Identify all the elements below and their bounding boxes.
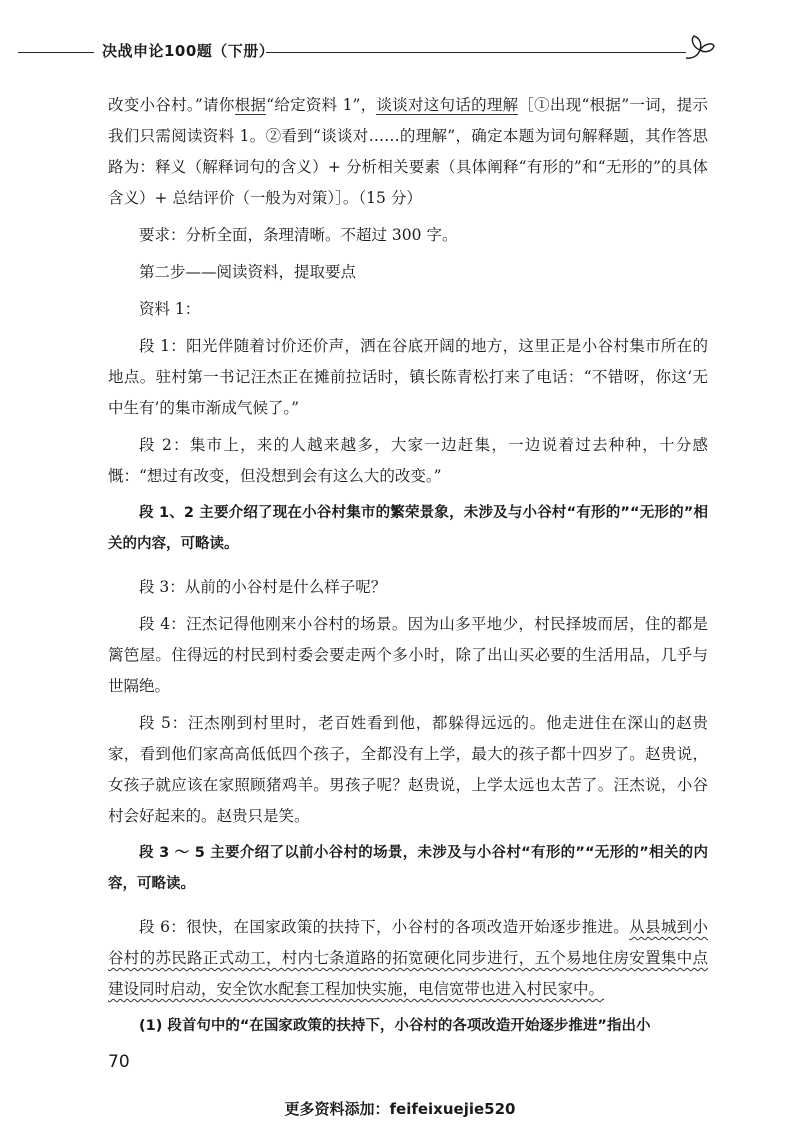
paragraph-seg5: 段 5：汪杰刚到村里时，老百姓看到他，都躲得远远的。他走进住在深山的赵贵家，看到他们家高高低低四个孩子，全都没有上学，最大的孩子都十四岁了。赵贵说，女孩子就应该在家照顾猪鸡羊。男孩子呢？赵贵说，上学太远也太苦了。汪杰说，小谷村会好起来的。赵贵只是笑。 bbox=[108, 714, 708, 825]
seg6-lead: 段 6：很快，在国家政策的扶持下，小谷村的各项改造开始逐步推进。 bbox=[139, 918, 630, 936]
seg6-highlight: 从县城到小谷村的苏民路正式动工，村内七条道路的拓宽硬化同步进行，五个易地住房安置集中点建设同时启动，安全饮水配套工程加快实施，电信宽带也进入村民家中。 bbox=[108, 918, 708, 998]
step-heading: 第二步——阅读资料，提取要点 bbox=[139, 263, 357, 281]
header-rule-left bbox=[18, 52, 94, 53]
footer-note: 更多资料添加：feifeixuejie520 bbox=[284, 1100, 516, 1118]
running-header bbox=[0, 28, 800, 68]
requirement-text: 要求：分析全面，条理清晰。不超过 300 字。 bbox=[139, 226, 458, 244]
page-body bbox=[108, 90, 708, 1042]
keyword-genju: 根据 bbox=[234, 96, 267, 114]
question-1: (1) 段首句中的“在国家政策的扶持下，小谷村的各项改造开始逐步推进”指出小 bbox=[139, 1018, 651, 1034]
paragraph-seg1: 段 1：阳光伴随着讨价还价声，洒在谷底开阔的地方，这里正是小谷村集市所在的地点。驻村第一书记汪杰正在摊前拉话时，镇长陈青松打来了电话：“不错呀，你这‘无中生有’的集市渐成气候了。” bbox=[108, 337, 708, 417]
intro-paragraph bbox=[108, 90, 708, 214]
keyword-question: 谈谈对这句话的理解 bbox=[376, 96, 519, 114]
sprout-icon bbox=[682, 32, 718, 66]
header-rule-right bbox=[266, 52, 686, 53]
paragraph-seg6 bbox=[108, 912, 708, 1005]
paragraph-seg4: 段 4：汪杰记得他刚来小谷村的场景。因为山多平地少，村民择坡而居，住的都是篱笆屋。住得远的村民到村委会要走两个多小时，除了出山买必要的生活用品，几乎与世隔绝。 bbox=[108, 615, 708, 695]
intro-analysis: ［①出现“根据”一词，提示我们只需阅读资料 1。②看到“谈谈对……的理解”，确定本题为词句解释题，其作答思路为：释义（解释词句的含义）+ 分析相关要素（具体阐释“有形的”和“无形的”的具体含义）+ 总结评价（一般为对策）］。（15 分） bbox=[108, 96, 708, 207]
page-number: 70 bbox=[108, 1052, 130, 1072]
intro-text: 改变小谷村。”请你 bbox=[108, 96, 235, 114]
note-seg1-2: 段 1、2 主要介绍了现在小谷村集市的繁荣景象，未涉及与小谷村“有形的”“无形的”相关的内容，可略读。 bbox=[108, 505, 708, 552]
note-seg3-5: 段 3 ～ 5 主要介绍了以前小谷村的场景，未涉及与小谷村“有形的”“无形的”相关的内容，可略读。 bbox=[108, 845, 708, 892]
paragraph-seg3: 段 3：从前的小谷村是什么样子呢？ bbox=[139, 578, 387, 596]
book-title: 决战申论100题（下册） bbox=[102, 42, 275, 60]
material-label: 资料 1： bbox=[139, 300, 201, 318]
paragraph-seg2: 段 2：集市上，来的人越来越多，大家一边赶集，一边说着过去种种，十分感慨：“想过有改变，但没想到会有这么大的改变。” bbox=[108, 436, 708, 485]
intro-text-material: “给定资料 1”， bbox=[266, 96, 377, 114]
